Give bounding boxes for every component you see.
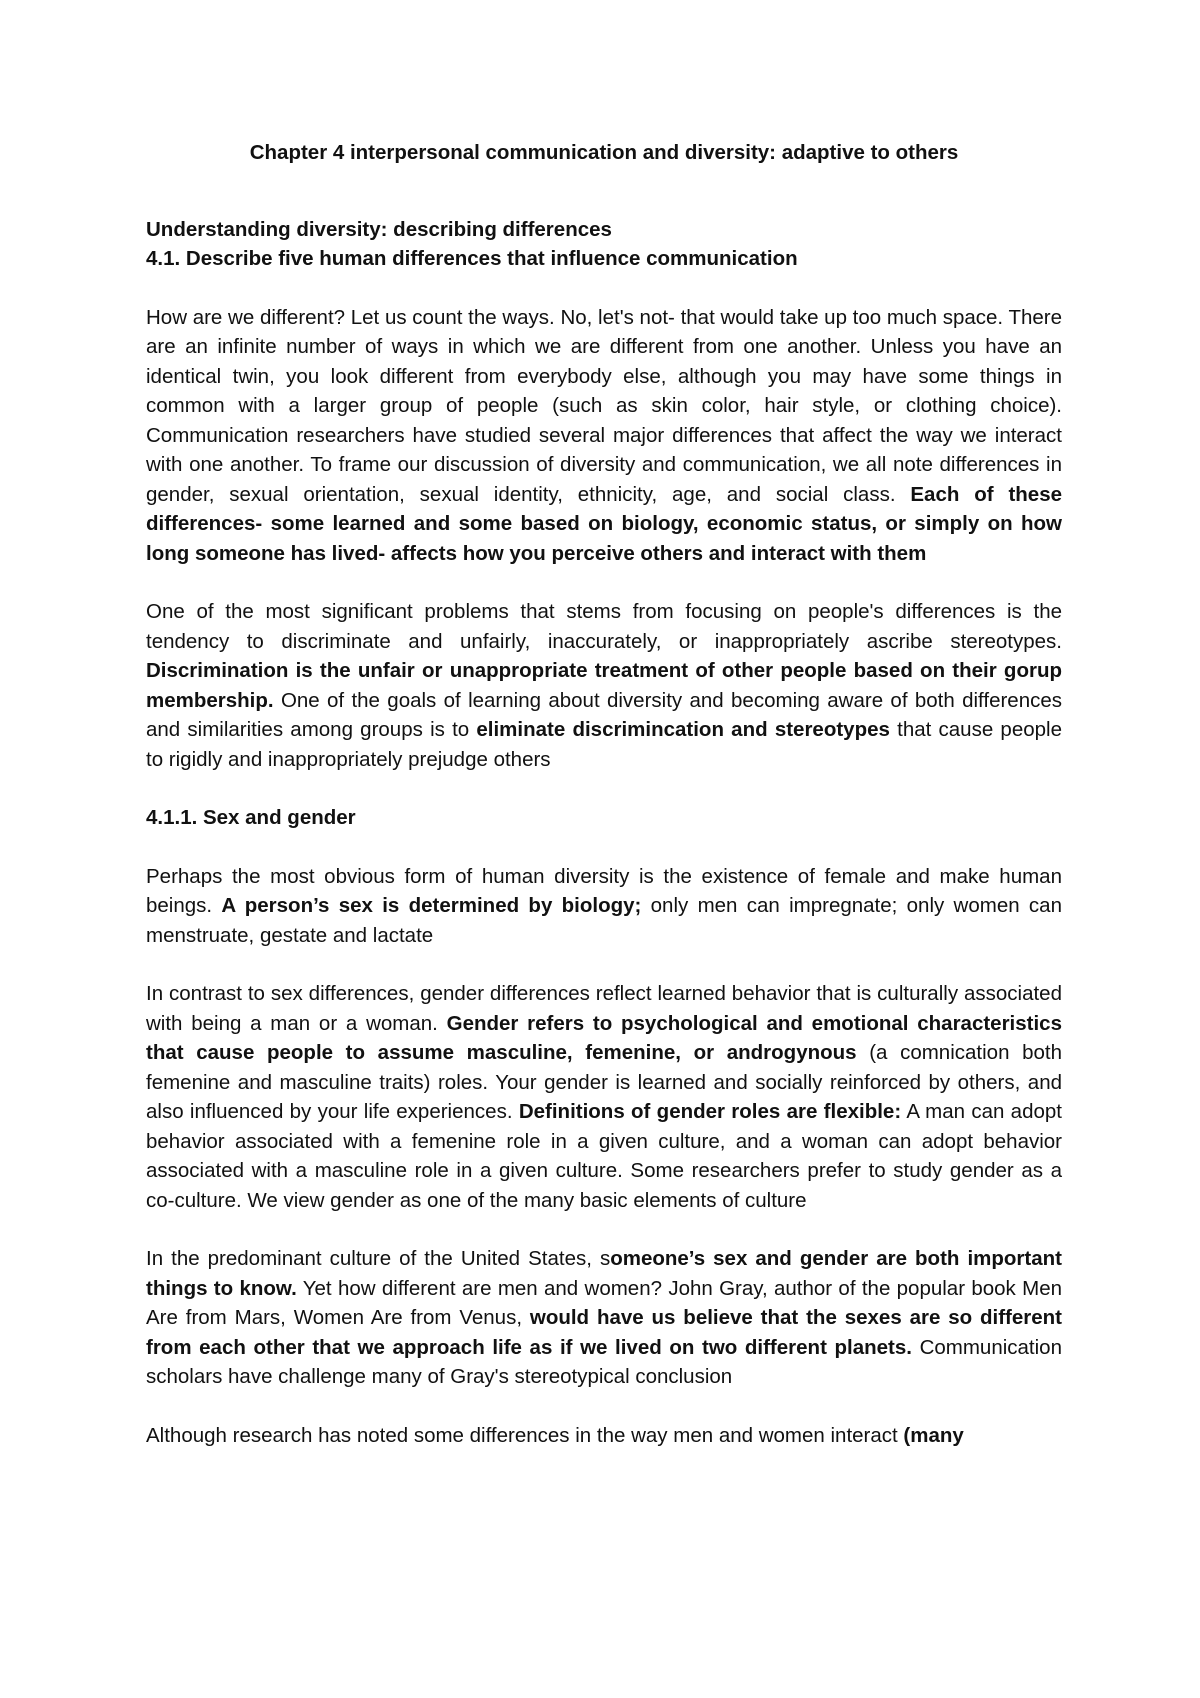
document-page xyxy=(146,138,1062,1479)
paragraph-sex-biology: Perhaps the most obvious form of human diversity is the existence of female and make human beings. A person’s sex is determined by biology; only men can impregnate; only women can menstruate, gestate and lactate xyxy=(146,864,1062,947)
paragraph-differences: How are we different? Let us count the ways. No, let's not- that would take up too much space. There are an infinite number of ways in which we are different from one another. Unless you have an identical twin, you look different from everybody else, although you may have some things in common with a larger group of people (such as skin color, hair style, or clothing choice). Communication researchers have studied several major differences that affect the way we interact with one another. To frame our discussion of diversity and communication, we all note differences in gender, sexual orientation, sexual identity, ethnicity, age, and social class. Each of these differences- some learned and some based on biology, economic status, or simply on how long someone has lived- affects how you perceive others and interact with them xyxy=(146,305,1062,565)
paragraph-us-culture: In the predominant culture of the United States, someone’s sex and gender are both important things to know. Yet how different are men and women? John Gray, author of the popular book Men Are from Mars, Women Are from Venus, would have us believe that the sexes are so different from each other that we approach life as if we lived on two different planets. Communication scholars have challenge many of Gray's stereotypical conclusion xyxy=(146,1247,1062,1388)
paragraph-gender-definition: In contrast to sex differences, gender differences reflect learned behavior that is culturally associated with being a man or a woman. Gender refers to psychological and emotional characteristics that cause people to assume masculine, femenine, or androgynous (a comnication both femenine and masculine traits) roles. Your gender is learned and socially reinforced by others, and also influenced by your life experiences. Definitions of gender roles are flexible: A man can adopt behavior associated with a femenine role in a given culture, and a woman can adopt behavior associated with a masculine role in a given culture. Some researchers prefer to study gender as a co-culture. We view gender as one of the many basic elements of culture xyxy=(146,982,1063,1212)
chapter-title: Chapter 4 interpersonal communication and diversity: adaptive to others xyxy=(249,141,959,164)
paragraph-discrimination: One of the most significant problems that stems from focusing on people's differences is the tendency to discriminate and unfairly, inaccurately, or inappropriately ascribe stereotypes. Discrimination is the unfair or unappropriate treatment of other people based on their gorup membership. One of the goals of learning about diversity and becoming aware of both differences and similarities among groups is to eliminate discrimincation and stereotypes that cause people to rigidly and inappropriately prejudge others xyxy=(146,600,1062,771)
section-heading-block xyxy=(146,215,1062,274)
bold-gender-definition: Gender refers to psychological and emotional characteristics that cause people to assume masculine, femenine, or androgynous xyxy=(146,1011,1062,1064)
bold-differences-effect: Each of these differences- some learned and some based on biology, economic status, or simply on how long someone has lived- affects how you perceive others and interact with them xyxy=(146,482,1062,565)
bold-sex-gender-important: omeone’s sex and gender are both important things to know. xyxy=(146,1247,1062,1300)
bold-eliminate-discrimination: eliminate discrimincation and stereotypes xyxy=(476,718,890,741)
heading-sex-and-gender: 4.1.1. Sex and gender xyxy=(146,806,356,829)
bold-gender-roles-flexible: Definitions of gender roles are flexible: xyxy=(518,1100,902,1123)
paragraph-research-differences: Although research has noted some differences in the way men and women interact (many xyxy=(146,1423,964,1447)
subsection-heading: 4.1. Describe five human differences that influence communication xyxy=(146,247,798,270)
section-heading: Understanding diversity: describing differences xyxy=(146,217,612,241)
bold-discrimination-definition: Discrimination is the unfair or unappropriate treatment of other people based on their gorup membership. xyxy=(146,659,1062,712)
bold-many: (many xyxy=(903,1423,964,1447)
bold-sexes-different: would have us believe that the sexes are so different from each other that we approach life as if we lived on two different planets. xyxy=(146,1306,1062,1359)
bold-sex-biology: A person’s sex is determined by biology; xyxy=(221,894,642,917)
